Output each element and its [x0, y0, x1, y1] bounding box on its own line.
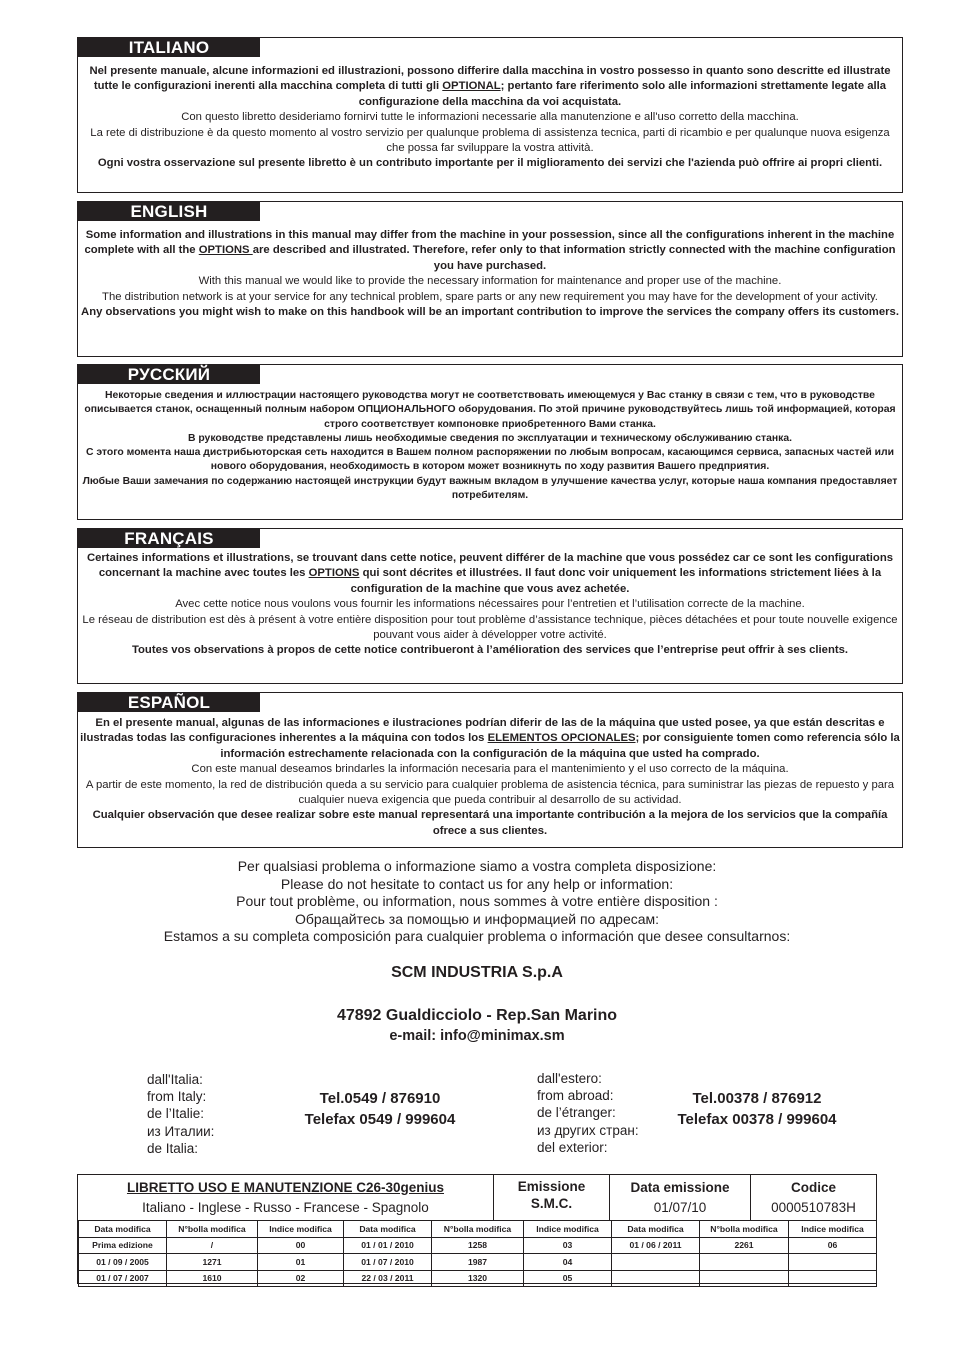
section-body [80, 551, 900, 659]
emission-cell [494, 1175, 610, 1220]
code-value: 0000510783H [771, 1200, 856, 1215]
date-emission-cell [610, 1175, 751, 1220]
code-label: Codice [790, 1180, 836, 1195]
section-title: РУССКИЙ [78, 365, 260, 384]
section-espanol [77, 692, 903, 848]
emission-label: Emissione [517, 1179, 586, 1194]
revision-grid [78, 1220, 877, 1287]
table-cell: 04 [524, 1254, 612, 1271]
label: из других стран: [537, 1122, 639, 1138]
contact-line: Pour tout problème, ou information, nous sommes à votre entière disposition : [236, 893, 718, 910]
paragraph-observations: Любые Ваши замечания по содержанию настоящей инструкции будут важным вкладом в улучшение качества услуг, которые наша компания предоставляет потребителям. [82, 475, 898, 502]
paragraph-options: Nel presente manuale, alcune informazioni ed illustrazioni, possono differire dalla macchina in vostro possesso in quanto sono descritte ed illustrate tutte le configurazioni inerenti alla macchina completa di tutti gli OPTIONAL; pertanto fare riferimento solo alle informazioni strettamente legate alla configurazione della macchina da voi acquistata. [89, 65, 891, 108]
header-cell: Data modifica [612, 1221, 700, 1238]
paragraph-network: Le réseau de distribution est dès à présent à votre entière disposition pour tout problème d’assistance technique, pièces détachées et pour toute nouvelle exigence pouvant vous aider à développer votre activité. [82, 613, 898, 642]
table-cell [789, 1270, 877, 1287]
section-body [80, 228, 900, 320]
header-cell: Data modifica [79, 1221, 167, 1238]
paragraph-observations: Toutes vos observations à propos de cette notice contribueront à l’amélioration des services que l’entreprise peut offrir à ses clients. [131, 644, 849, 657]
label: del exterior: [537, 1139, 608, 1155]
paragraph-purpose: В руководстве представлены лишь необходимые сведения по эксплуатации и техническому обслуживанию станка. [187, 432, 793, 444]
section-english [77, 201, 903, 357]
table-cell: 03 [524, 1237, 612, 1254]
contact-line: Per qualsiasi problema o informazione siamo a vostra completa disposizione: [237, 858, 717, 874]
date-emission-value: 01/07/10 [653, 1200, 707, 1215]
header-cell: Indice modifica [258, 1221, 344, 1238]
label: de l’Italie: [147, 1106, 205, 1122]
table-cell [612, 1270, 700, 1287]
label: de l’étranger: [537, 1105, 616, 1121]
header-cell: N°bolla modifica [432, 1221, 524, 1238]
table-cell [700, 1254, 789, 1271]
table-cell: 05 [524, 1270, 612, 1287]
paragraph-network: С этого момента наша дистрибьюторская сеть находится в Вашем полном распоряжении по любым вопросам, касающимся сервиса, запасных частей или нового оборудования, необходимость в котором может возникнуть по ходу развития Вашего предприятия. [85, 447, 895, 473]
contact-line: Обращайтесь за помощью и информацией по адресам: [294, 910, 660, 927]
paragraph-purpose: Con este manual deseamos brindarles la información necesaria para el mantenimiento y el uso correcto de la máquina. [191, 763, 789, 776]
header-cell: Indice modifica [789, 1221, 877, 1238]
table-cell: 01 / 06 / 2011 [612, 1237, 700, 1254]
section-body [80, 716, 900, 839]
table-cell: 01 / 09 / 2005 [79, 1254, 167, 1271]
table-row [79, 1270, 877, 1287]
table-cell [700, 1270, 789, 1287]
label: из Италии: [147, 1123, 215, 1139]
table-cell [612, 1254, 700, 1271]
company-email[interactable]: e-mail: info@minimax.sm [389, 1028, 565, 1044]
table-cell: 01 [258, 1254, 344, 1271]
section-body [80, 389, 900, 503]
document-info-table [77, 1174, 877, 1284]
label: dall'Italia: [147, 1072, 203, 1087]
company-name: SCM INDUSTRIA S.p.A [391, 964, 563, 981]
section-title: ESPAÑOL [78, 693, 260, 712]
paragraph-options: En el presente manual, algunas de las informaciones e ilustraciones podrían diferir de las de la máquina que usted posee, ya que están descritas e ilustradas todas las configuraciones inherentes a la máquina con todos los ELEMENTOS OPCIONALES; por consiguiente tomen como referencia sólo la información estrechamente relacionada con la configuración de la máquina que usted ha comprado. [80, 717, 900, 760]
label: from abroad: [537, 1088, 614, 1104]
section-francais [77, 528, 903, 684]
company-address: 47892 Gualdicciolo - Rep.San Marino [336, 1007, 618, 1024]
table-cell: 01 / 01 / 2010 [344, 1237, 432, 1254]
paragraph-observations: Any observations you might wish to make on this handbook will be an important contribution to improve the services the company offers its customers. [81, 306, 899, 319]
abroad-phone [655, 1089, 859, 1130]
table-cell: Prima edizione [79, 1237, 167, 1254]
header-cell: N°bolla modifica [167, 1221, 258, 1238]
paragraph-purpose: Avec cette notice nous voulons vous fournir les informations nécessaires pour l’entretien et l’utilisation correcte de la machine. [175, 598, 805, 611]
section-italiano [77, 37, 903, 193]
header-cell: N°bolla modifica [700, 1221, 789, 1238]
paragraph-observations: Ogni vostra osservazione sul presente libretto è un contributo importante per il miglioramento dei servizi che l'azienda può offrire ai propri clienti. [97, 157, 883, 170]
header-cell: Data modifica [344, 1221, 432, 1238]
paragraph-purpose: Con questo libretto desideriamo fornirvi tutte le informazioni necessarie alla manutenzione e all'uso corretto della macchina. [181, 111, 799, 124]
label: de Italia: [147, 1140, 199, 1156]
paragraph-network: The distribution network is at your service for any technical problem, spare parts or any new requirement you may have for the development of your activity. [102, 290, 878, 303]
table-cell: 02 [258, 1270, 344, 1287]
italy-fax: Telefax 0549 / 999604 [304, 1110, 456, 1128]
paragraph-network: La rete di distribuzione è da questo momento al vostro servizio per qualunque problema di assistenza tecnica, parti di ricambio e per qualunque nuova esigenza che possa far sviluppare la vostra attività. [90, 126, 890, 155]
abroad-labels [537, 1070, 639, 1156]
manual-title: LIBRETTO USO E MANUTENZIONE C26-30genius [126, 1180, 445, 1195]
contact-line: Estamos a su completa composición para cualquier problema o información que desee consultarnos: [163, 928, 791, 945]
table-cell: 22 / 03 / 2011 [344, 1270, 432, 1287]
table-cell: 01 / 07 / 2007 [79, 1270, 167, 1287]
table-header-row [79, 1221, 877, 1238]
abroad-fax: Telefax 00378 / 999604 [677, 1110, 837, 1128]
italy-phone [280, 1089, 480, 1130]
italy-tel: Tel.0549 / 876910 [319, 1090, 441, 1107]
contact-line: Please do not hesitate to contact us for any help or information: [280, 875, 674, 892]
manual-title-cell [78, 1175, 494, 1220]
table-cell: 01 / 07 / 2010 [344, 1254, 432, 1271]
emission-value: S.M.C. [530, 1196, 573, 1211]
table-cell: 1320 [432, 1270, 524, 1287]
table-cell: 2261 [700, 1237, 789, 1254]
section-title: ITALIANO [78, 38, 260, 57]
table-cell: 1610 [167, 1270, 258, 1287]
paragraph-options: Некоторые сведения и иллюстрации настоящего руководства могут не соответствовать имеющемуся у Вас станку в связи с тем, что в руководстве описывается станок, оснащенный полным набором ОПЦИОНАЛЬНОГО оборудования. По этой причине руководствуйтесь лишь той информацией, которая строго соответствует компоновке приобретенного Вами станка. [84, 390, 896, 430]
abroad-tel: Tel.00378 / 876912 [692, 1090, 822, 1107]
contact-intro [0, 858, 954, 946]
code-cell [751, 1175, 876, 1220]
date-emission-label: Data emissione [630, 1180, 730, 1195]
label: dall'estero: [537, 1071, 602, 1086]
table-cell: 1258 [432, 1237, 524, 1254]
label: from Italy: [147, 1089, 207, 1105]
section-body [80, 64, 900, 172]
header-cell: Indice modifica [524, 1221, 612, 1238]
table-row [79, 1254, 877, 1271]
section-title: FRANÇAIS [78, 529, 260, 548]
paragraph-network: A partir de este momento, la red de distribución queda a su servicio para cualquier problema de asistencia técnica, para suministrar las piezas de repuesto y para cualquier nueva exigencia que pueda contribuir al desarrollo de su actividad. [85, 778, 895, 807]
paragraph-observations: Cualquier observación que desee realizar sobre este manual representará una importante contribución a la mejora de los servicios que la compañía ofrece a sus clientes. [92, 809, 888, 837]
table-cell: 06 [789, 1237, 877, 1254]
table-row [79, 1237, 877, 1254]
manual-languages: Italiano - Inglese - Russo - Francese - Spagnolo [142, 1200, 429, 1215]
table-cell: 1987 [432, 1254, 524, 1271]
italy-labels [147, 1071, 214, 1157]
table-cell: 1271 [167, 1254, 258, 1271]
paragraph-options: Some information and illustrations in this manual may differ from the machine in your possession, since all the configurations inherent in the machine complete with all the OPTIONS are described and illustrated. Therefore, refer only to that information strictly connected with the machine configuration you have purchased. [84, 229, 896, 272]
table-cell [789, 1254, 877, 1271]
section-russian [77, 364, 903, 520]
paragraph-purpose: With this manual we would like to provide the necessary information for maintenance and proper use of the machine. [198, 275, 782, 288]
section-title: ENGLISH [78, 202, 260, 221]
table-cell: 00 [258, 1237, 344, 1254]
paragraph-options: Certaines informations et illustrations, se trouvant dans cette notice, peuvent différer de la machine que vous possédez car ce sont les configurations concernant la machine avec toutes les OPTIONS qui sont décrites et illustrées. Il faut donc voir uniquement les informations strictement liées à la configuration de la machine que vous avez achetée. [86, 552, 894, 595]
table-cell: / [167, 1237, 258, 1254]
